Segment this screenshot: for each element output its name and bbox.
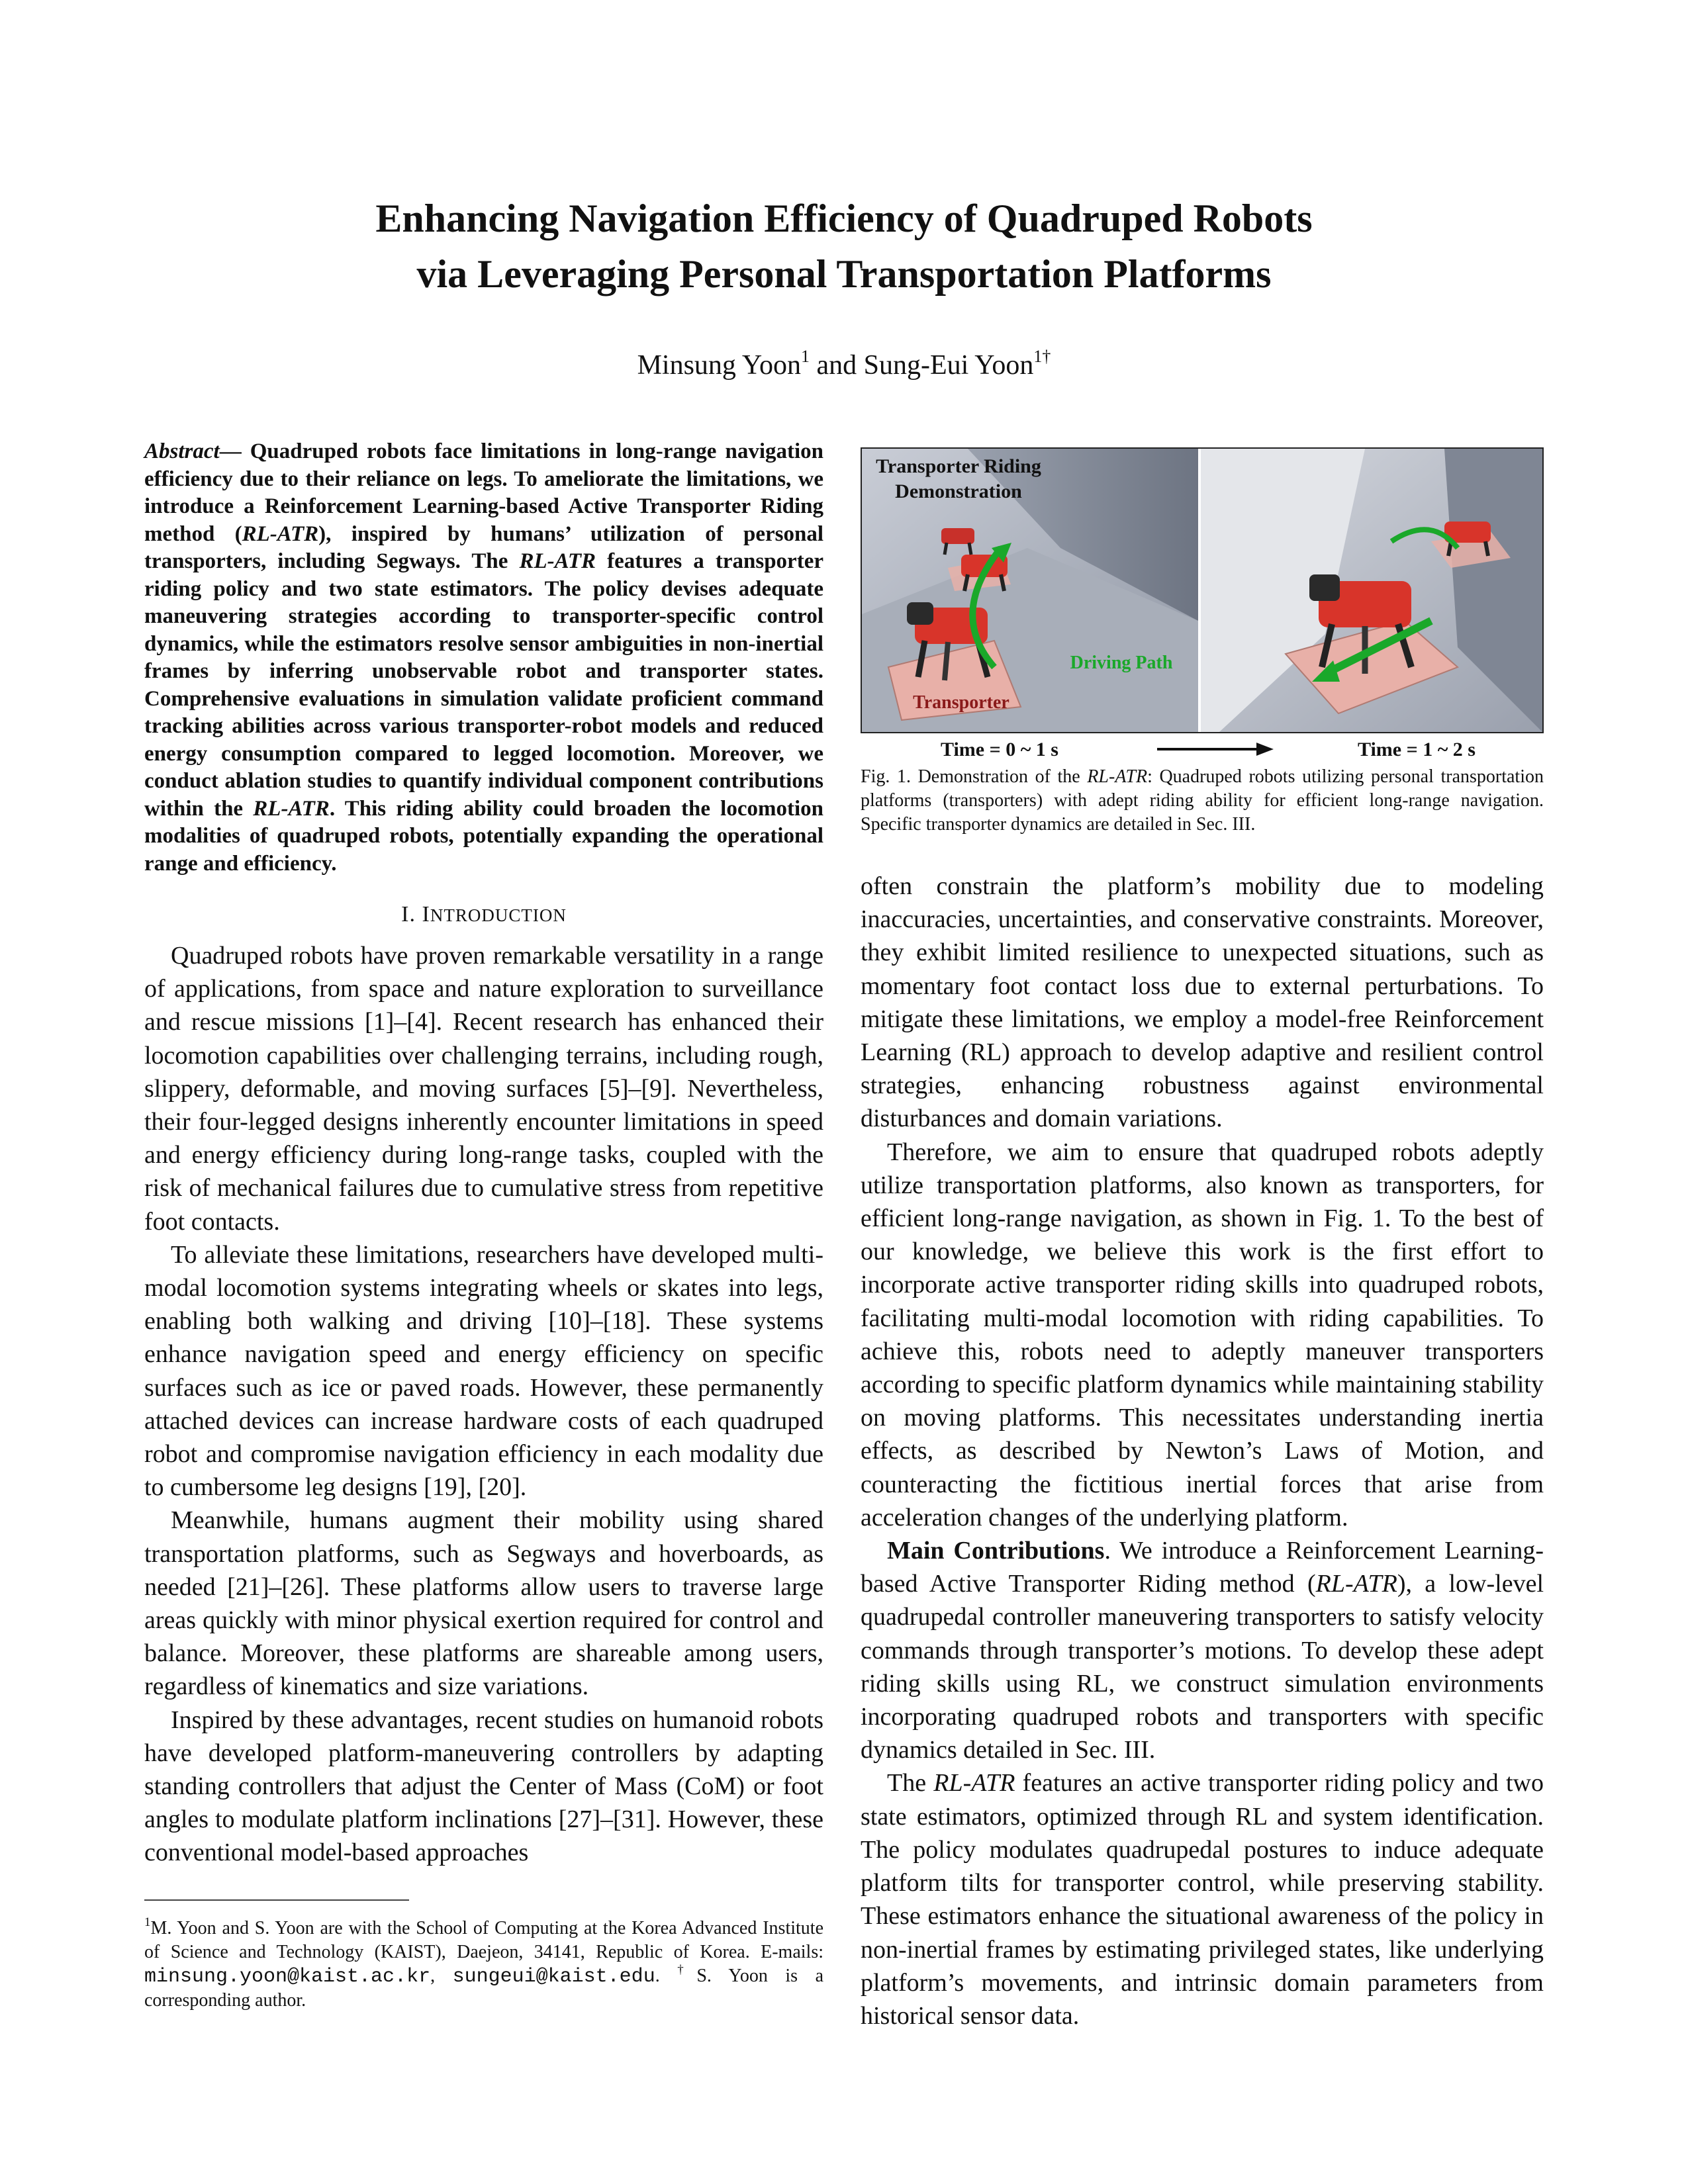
right-paragraph-2: Therefore, we aim to ensure that quadruped robots adeptly utilize transportation platforms, also known as transporters, for efficient long-range navigation, as shown in Fig. 1. To the best of our knowledge, we believe this work is the first effort to incorporate active transporter riding skills into quadruped robots, facilitating multi-modal locomotion with riding capabilities. To achieve this, robots need to adeptly maneuver transporters according to specific platform dynamics while maintaining stability on moving platforms. This necessitates understanding inertia effects, as described by Newton’s Laws of Motion, and counteracting the fictitious inertial forces that arise from acceleration changes of the underlying platform.	[861, 1138, 1544, 1531]
right-p4-text-a: The	[887, 1769, 934, 1797]
section-first-letter: I	[422, 902, 430, 927]
footnote-email-1: minsung.yoon@kaist.ac.kr	[144, 1966, 431, 1988]
author-line	[0, 347, 1688, 384]
label-demo-line-2: Demonstration	[895, 480, 1022, 502]
caption-method: RL-ATR	[1087, 766, 1148, 787]
abstract	[144, 438, 823, 878]
abstract-method-3: RL-ATR	[253, 796, 330, 821]
abstract-text-2: ), inspired by humans’ utilization of personal transporters, including Segways. The	[144, 522, 823, 573]
abstract-text-4: . This riding ability could broaden the locomotion modalities of quadruped robots, potentially expanding the operational range and efficiency.	[144, 796, 823, 876]
footnote-mark-1: 1	[144, 1915, 151, 1929]
author-2-affiliation: 1†	[1033, 347, 1051, 366]
panel-divider	[1198, 449, 1201, 732]
main-contributions-label: Main Contributions	[887, 1537, 1105, 1565]
right-p4-method: RL-ATR	[933, 1769, 1015, 1797]
abstract-text-3: features a transporter riding policy and two state estimators. The policy devises adequate maneuvering strategies according to transporter-specific control dynamics, while the estimators resolve sensor ambiguities in non-inertial frames by inferring unobservable robot and transporter states. Comprehensive evaluations in simulation validate proficient command tracking abilities across various transporter-robot models and reduced energy consumption compared to legged locomotion. Moreover, we conduct ablation studies to quantify individual component contributions within the	[144, 549, 823, 821]
footnote-text-3: S. Yoon is a corresponding author.	[144, 1966, 824, 2011]
intro-paragraph-4: Inspired by these advantages, recent studies on humanoid robots have developed platform-maneuvering controllers by adapting standing controllers that adjust the Center of Mass (CoM) or foot angles to modulate platform inclinations [27]–[31]. However, these conventional model-based approaches	[144, 1706, 823, 1867]
abstract-dash: —	[219, 439, 242, 463]
author-2: Sung-Eui Yoon	[863, 350, 1034, 381]
section-rest: NTRODUCTION	[430, 905, 567, 925]
time-label-right: Time = 1 ~ 2 s	[1358, 739, 1476, 760]
right-panel	[1201, 449, 1542, 732]
caption-rest: : Quadruped robots utilizing personal transportation platforms (transporters) with adept riding ability for efficient long-range navigation. Specific transporter dynamics are detailed in Sec. III.	[861, 766, 1544, 835]
abstract-method-2: RL-ATR	[519, 549, 596, 573]
figure-1-image	[861, 447, 1544, 733]
intro-paragraph-3: Meanwhile, humans augment their mobility using shared transportation platforms, such as Segways and hoverboards, as needed [21]–[26]. These platforms allow users to traverse large areas quickly with minor physical exertion required for control and balance. Moreover, these platforms are shareable among users, regardless of kinematics and size variations.	[144, 1506, 823, 1701]
section-numeral: I.	[401, 902, 422, 927]
footnote-text-2: .	[655, 1966, 678, 1986]
right-paragraph-1: often constrain the platform’s mobility due to modeling inaccuracies, uncertainties, and conservative constraints. Moreover, they exhibit limited resilience to unexpected situations, such as momentary foot contact loss due to external perturbations. To mitigate these limitations, we employ a model-free Reinforcement Learning (RL) approach to develop adaptive and resilient control strategies, enhancing robustness against environmental disturbances and domain variations.	[861, 872, 1544, 1133]
figure-1-caption	[861, 765, 1544, 837]
right-paragraph-4	[861, 1766, 1544, 2032]
abstract-text-1: Quadruped robots face limitations in long-range navigation efficiency due to their reliance on legs. To ameliorate the limitations, we introduce a Reinforcement Learning-based Active Transporter Riding method (	[144, 439, 823, 546]
right-p3-method: RL-ATR	[1315, 1570, 1397, 1598]
footnote-comma: ,	[430, 1966, 453, 1986]
footnote	[144, 1917, 823, 2013]
author-1-affiliation: 1	[801, 347, 810, 366]
author-conjunction: and	[816, 350, 857, 381]
time-bar-svg	[861, 733, 1544, 764]
paper-title	[0, 191, 1688, 302]
abstract-method-1: RL-ATR	[242, 522, 319, 546]
caption-prefix: Fig. 1. Demonstration of the	[861, 766, 1088, 787]
author-1: Minsung Yoon	[637, 350, 802, 381]
time-arrow-head	[1256, 743, 1274, 756]
label-demo-line-1: Transporter Riding	[876, 455, 1041, 477]
title-line-2: via Leveraging Personal Transportation Platforms	[416, 252, 1272, 296]
footnote-email-2: sungeui@kaist.edu	[452, 1966, 655, 1988]
left-column	[144, 438, 823, 1870]
right-p3-text-a: . We introduce a Reinforcement Learning-based Active Transporter Riding method (	[861, 1537, 1544, 1598]
label-transporter: Transporter	[913, 692, 1009, 713]
right-paragraph-3	[861, 1534, 1544, 1766]
abstract-lead: Abstract	[144, 439, 220, 463]
footnote-rule	[144, 1899, 409, 1901]
time-label-left: Time = 0 ~ 1 s	[941, 739, 1058, 760]
figure-1-svg	[862, 449, 1542, 732]
right-p3-text-b: ), a low-level quadrupedal controller maneuvering transporters to satisfy velocity commands through transporter’s motions. To develop these adept riding skills using RL, we construct simulation environments incorporating quadruped robots and transporters with specific dynamics detailed in Sec. III.	[861, 1570, 1544, 1764]
right-p4-text-b: features an active transporter riding policy and two state estimators, optimized through RL and system identification. The policy modulates quadrupedal postures to induce adequate platform tilts for transporter control, while preserving stability. These estimators enhance the situational awareness of the policy in non-inertial frames by estimating privileged states, like underlying platform’s movements, and intrinsic domain parameters from historical sensor data.	[861, 1769, 1544, 2030]
title-line-1: Enhancing Navigation Efficiency of Quadruped Robots	[375, 197, 1313, 240]
intro-paragraph-1: Quadruped robots have proven remarkable versatility in a range of applications, from space and nature exploration to surveillance and rescue missions [1]–[4]. Recent research has enhanced their locomotion capabilities over challenging terrains, including rough, slippery, deformable, and moving surfaces [5]–[9]. Nevertheless, their four-legged designs inherently encounter limitations in speed and energy efficiency during long-range tasks, coupled with the risk of mechanical failures due to cumulative stress from repetitive foot contacts.	[144, 942, 823, 1236]
right-column	[861, 870, 1544, 2032]
figure-time-bar	[861, 733, 1544, 764]
section-heading-introduction	[144, 900, 823, 930]
left-panel	[862, 449, 1198, 732]
intro-paragraph-2: To alleviate these limitations, researchers have developed multi-modal locomotion systems integrating wheels or skates into legs, enabling both walking and driving [10]–[18]. These systems enhance navigation speed and energy efficiency on specific surfaces such as ice or paved roads. However, these permanently attached devices can increase hardware costs of each quadruped robot and compromise navigation efficiency in each modality due to cumbersome leg designs [19], [20].	[144, 1240, 823, 1502]
label-driving-path: Driving Path	[1070, 653, 1173, 673]
footnote-mark-2: †	[677, 1963, 697, 1977]
footnote-text-1: M. Yoon and S. Yoon are with the School of Computing at the Korea Advanced Institute of Science and Technology (KAIST), Daejeon, 34141, Republic of Korea. E-mails:	[144, 1918, 823, 1962]
